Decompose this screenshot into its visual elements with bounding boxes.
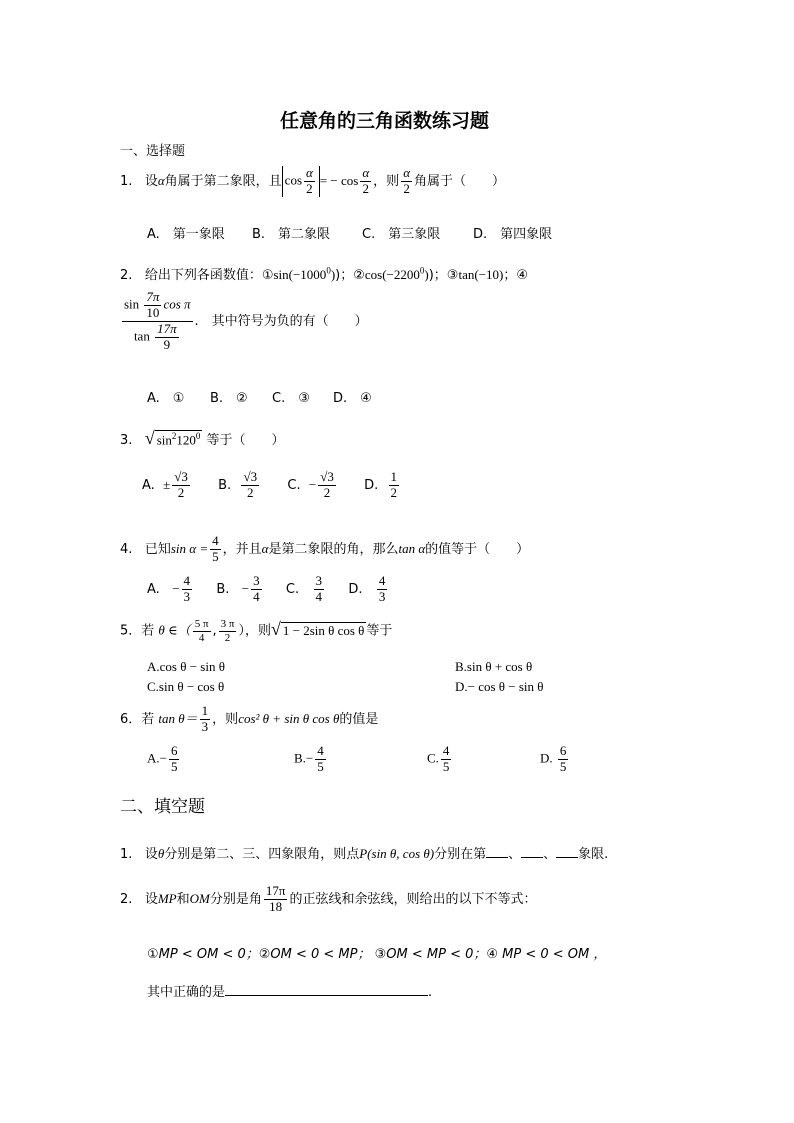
q6-option-a: A.− $\frac{6}{5}$	[147, 743, 178, 774]
option-d: D. ④	[333, 391, 372, 406]
option-d: D. $\frac{4}{3}$	[348, 573, 386, 604]
question-6: 6．若 tan θ＝ $\frac{1}{3}$ ，则cos² θ + sin θ cos θ的值是	[120, 703, 379, 734]
question-1: 1. 设α角属于第二象限，且 cos $\frac{\alpha}{2}$ = − cos $\frac{\alpha}{2}$ ，则 $\frac{\alpha}{2}$ 角属于（ ）	[120, 165, 506, 196]
option-d: D.− cos θ − sin θ	[455, 679, 544, 694]
option-d: D. $\frac{1}{2}$	[364, 469, 398, 500]
option-a: A. 第一象限	[147, 227, 225, 242]
option-c: C. ③	[272, 391, 310, 406]
answer-blank[interactable]	[486, 845, 508, 858]
question-number: 2.	[120, 268, 133, 283]
inequality-list: ①MP < OM < 0；②OM < 0 < MP； ③OM < MP < 0；④ MP < 0 < OM ，	[147, 947, 607, 962]
answer-blank[interactable]	[556, 845, 578, 858]
page-title: 任意角的三角函数练习题	[280, 110, 490, 132]
option-b: B. $\frac{√3}{2}$	[218, 469, 258, 500]
question-number: 4.	[120, 541, 133, 557]
question-4: 4. 已知sin α = $\frac{4}{5}$ ，并且α是第二象限的角，那么tan α的值等于（ ）	[120, 533, 530, 564]
q6-option-d: D. $\frac{6}{5}$	[540, 743, 567, 774]
q3-options	[142, 470, 401, 501]
question-number: 1.	[120, 173, 133, 189]
question-number: 1.	[120, 847, 133, 862]
option-a: A.cos θ − sin θ	[147, 659, 225, 674]
option-b: B.sin θ + cos θ	[455, 659, 533, 674]
option-c: C. 第三象限	[362, 227, 441, 242]
q4-options	[147, 574, 389, 605]
option-b: B. − $\frac{3}{4}$	[216, 573, 260, 604]
option-b: B. ②	[210, 391, 248, 406]
option-a: A. ± $\frac{√3}{2}$	[142, 469, 188, 500]
option-c: C. − $\frac{√3}{2}$	[287, 469, 334, 500]
section-fill-heading: 二、填空题	[120, 797, 205, 817]
option-b: B. 第二象限	[252, 227, 331, 242]
answer-blank[interactable]	[225, 983, 428, 996]
question-number: 2.	[120, 891, 133, 907]
option-d: D. 第四象限	[473, 227, 553, 242]
fill-question-1: 1. 设θ分别是第二、三、四象限角，则点P(sin θ, cos θ)分别在第 、 、 象限.	[120, 846, 609, 862]
section-choice-heading: 一、选择题	[120, 144, 186, 159]
answer-blank[interactable]	[521, 845, 543, 858]
question-2: 2. 给出下列各函数值：$①\sin(-1000^0)$)；$②\cos(-2200^0)$)；③tan(−10)；④	[120, 265, 528, 283]
question-number: 3.	[120, 433, 133, 448]
question-2-fraction: sin $\frac{7\pi}{10}$ cos π tan $\frac{17\pi}{9}$ . 其中符号为负的有（ ）	[124, 289, 368, 352]
option-c: C.sin θ − cos θ	[147, 679, 225, 694]
abs-expression: cos $\frac{\alpha}{2}$	[282, 166, 320, 197]
q6-option-b: B.− $\frac{4}{5}$	[294, 743, 324, 774]
option-c: C. $\frac{3}{4}$	[285, 573, 323, 604]
question-5: 5．若 θ ∈（ $\frac{5 \pi}{4}$ , $\frac{3 \pi}{2}$ ），则√ 1 − 2sin θ cos θ 等于	[120, 618, 393, 644]
fill-question-2: 2. 设MP和OM分别是角 $\frac{17\pi}{18}$ 的正弦线和余弦线，则给出的以下不等式：	[120, 883, 537, 914]
option-a: A. ①	[147, 391, 185, 406]
option-a: A. − $\frac{4}{3}$	[147, 573, 191, 604]
q6-option-c: C. $\frac{4}{5}$	[427, 743, 450, 774]
question-3: 3. √ $\sin^2120^0$ 等于（ ）	[120, 428, 285, 448]
answer-line: 其中正确的是 .	[147, 985, 433, 1000]
